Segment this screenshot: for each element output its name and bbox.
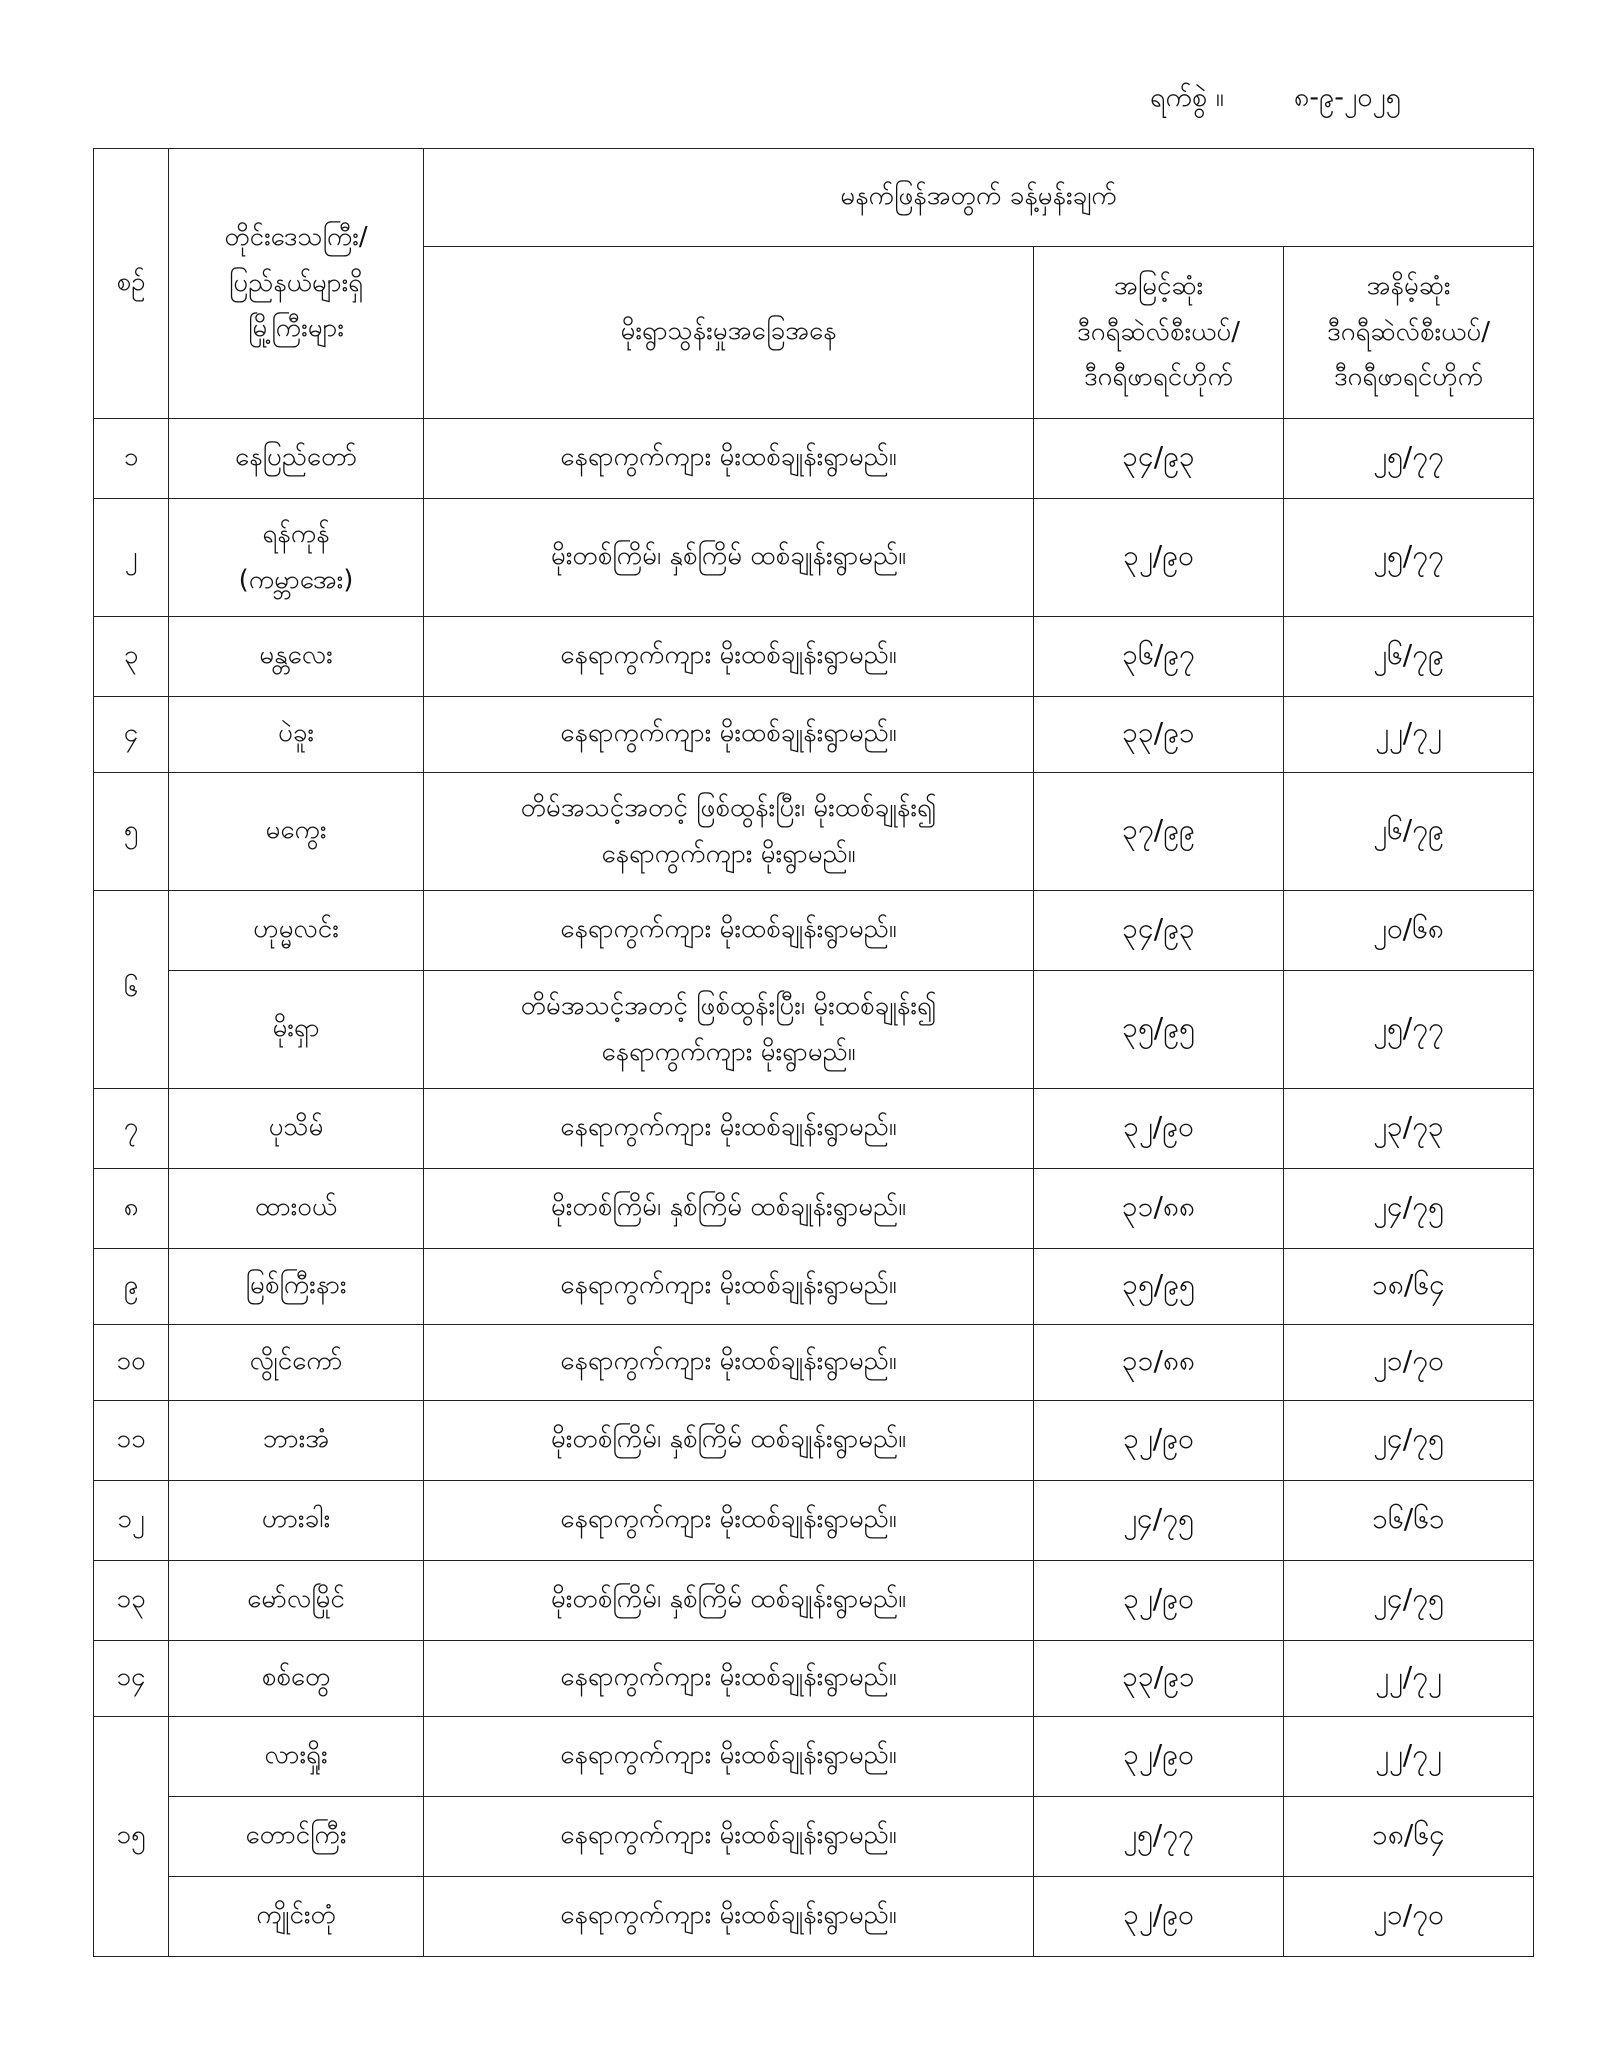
city-name: တောင်ကြီး — [169, 1797, 424, 1877]
min-temp: ၂၆/၇၉ — [1284, 617, 1534, 697]
date-label: ရက်စွဲ ။ — [1150, 82, 1224, 113]
table-row — [94, 1561, 1534, 1641]
min-temp: ၂၄/၇၅ — [1284, 1169, 1534, 1249]
city-name — [169, 499, 424, 617]
header-city-line2: ပြည်နယ်များရှိ — [228, 267, 364, 298]
rain-condition: နေရာကွက်ကျား မိုးထစ်ချုန်းရွာမည်။ — [424, 617, 1034, 697]
table-row — [94, 1169, 1534, 1249]
max-temp: ၃၂/၉၀ — [1034, 1717, 1284, 1797]
header-no: စဉ် — [94, 149, 169, 419]
max-temp: ၃၁/၈၈ — [1034, 1169, 1284, 1249]
row-number: ၇ — [94, 1089, 169, 1169]
row-number: ၈ — [94, 1169, 169, 1249]
city-name: နေပြည်တော် — [169, 419, 424, 499]
table-row — [94, 971, 1534, 1089]
city-name: ပဲခူး — [169, 697, 424, 773]
rain-condition: မိုးတစ်ကြိမ်၊ နှစ်ကြိမ် ထစ်ချုန်းရွာမည်။ — [424, 1561, 1034, 1641]
max-temp: ၃၇/၉၉ — [1034, 773, 1284, 891]
forecast-table — [93, 148, 1534, 1957]
rain-condition: နေရာကွက်ကျား မိုးထစ်ချုန်းရွာမည်။ — [424, 1797, 1034, 1877]
row-number: ၆ — [94, 891, 169, 1089]
min-temp: ၂၂/၇၂ — [1284, 1641, 1534, 1717]
rain-condition: နေရာကွက်ကျား မိုးထစ်ချုန်းရွာမည်။ — [424, 1641, 1034, 1717]
table-row — [94, 1401, 1534, 1481]
rain-condition: မိုးတစ်ကြိမ်၊ နှစ်ကြိမ် ထစ်ချုန်းရွာမည်။ — [424, 1401, 1034, 1481]
rain-condition: မိုးတစ်ကြိမ်၊ နှစ်ကြိမ် ထစ်ချုန်းရွာမည်။ — [424, 1169, 1034, 1249]
rain-condition-line1: တိမ်အသင့်အတင့် ဖြစ်ထွန်းပြီး၊ မိုးထစ်ချုန်း၍ — [520, 991, 937, 1021]
min-temp: ၂၂/၇၂ — [1284, 1717, 1534, 1797]
max-temp: ၃၂/၉၀ — [1034, 1089, 1284, 1169]
row-number: ၃ — [94, 617, 169, 697]
rain-condition: နေရာကွက်ကျား မိုးထစ်ချုန်းရွာမည်။ — [424, 419, 1034, 499]
table-row — [94, 1089, 1534, 1169]
table-row — [94, 891, 1534, 971]
header-min-line1: အနိမ့်ဆုံး — [1366, 271, 1451, 302]
row-number: ၁၀ — [94, 1325, 169, 1401]
header-max-line1: အမြင့်ဆုံး — [1113, 271, 1204, 302]
row-number: ၄ — [94, 697, 169, 773]
min-temp: ၂၃/၇၃ — [1284, 1089, 1534, 1169]
table-row — [94, 1325, 1534, 1401]
row-number: ၁ — [94, 419, 169, 499]
max-temp: ၃၅/၉၅ — [1034, 1249, 1284, 1325]
min-temp: ၂၄/၇၅ — [1284, 1401, 1534, 1481]
table-row — [94, 1717, 1534, 1797]
max-temp: ၃၂/၉၀ — [1034, 499, 1284, 617]
header-min-line3: ဒီဂရီဖာရင်ဟိုက် — [1333, 362, 1484, 393]
city-name: မော်လမြိုင် — [169, 1561, 424, 1641]
rain-condition-line2: နေရာကွက်ကျား မိုးရွာမည်။ — [601, 1036, 856, 1067]
city-name: ဟားခါး — [169, 1481, 424, 1561]
min-temp: ၂၅/၇၇ — [1284, 419, 1534, 499]
city-name: ဘားအံ — [169, 1401, 424, 1481]
min-temp: ၂၅/၇၇ — [1284, 971, 1534, 1089]
min-temp: ၂၄/၇၅ — [1284, 1561, 1534, 1641]
header-city-line3: မြို့ကြီးများ — [248, 313, 344, 344]
table-row — [94, 697, 1534, 773]
table-row — [94, 1249, 1534, 1325]
header-row — [94, 149, 1534, 247]
rain-condition: နေရာကွက်ကျား မိုးထစ်ချုန်းရွာမည်။ — [424, 1089, 1034, 1169]
max-temp: ၃၂/၉၀ — [1034, 1877, 1284, 1957]
date-line — [1150, 78, 1480, 122]
rain-condition — [424, 773, 1034, 891]
city-name: ကျိုင်းတုံ — [169, 1877, 424, 1957]
rain-condition: နေရာကွက်ကျား မိုးထစ်ချုန်းရွာမည်။ — [424, 1481, 1034, 1561]
table-row — [94, 419, 1534, 499]
city-name: မိုးရှာ — [169, 971, 424, 1089]
max-temp: ၃၂/၉၀ — [1034, 1561, 1284, 1641]
rain-condition: နေရာကွက်ကျား မိုးထစ်ချုန်းရွာမည်။ — [424, 1877, 1034, 1957]
header-max-line2: ဒီဂရီဆဲလ်စီးယပ်/ — [1077, 316, 1240, 347]
max-temp: ၂၄/၇၅ — [1034, 1481, 1284, 1561]
min-temp: ၂၆/၇၉ — [1284, 773, 1534, 891]
header-min-temp — [1284, 247, 1534, 419]
rain-condition-line1: တိမ်အသင့်အတင့် ဖြစ်ထွန်းပြီး၊ မိုးထစ်ချုန်း၍ — [520, 793, 937, 823]
city-name: မြစ်ကြီးနား — [169, 1249, 424, 1325]
min-temp: ၂၀/၆၈ — [1284, 891, 1534, 971]
header-max-line3: ဒီဂရီဖာရင်ဟိုက် — [1083, 362, 1234, 393]
header-city — [169, 149, 424, 419]
rain-condition — [424, 971, 1034, 1089]
city-name: လွိုင်ကော် — [169, 1325, 424, 1401]
rain-condition: နေရာကွက်ကျား မိုးထစ်ချုန်းရွာမည်။ — [424, 1717, 1034, 1797]
row-number: ၅ — [94, 773, 169, 891]
max-temp: ၂၅/၇၇ — [1034, 1797, 1284, 1877]
rain-condition: နေရာကွက်ကျား မိုးထစ်ချုန်းရွာမည်။ — [424, 697, 1034, 773]
rain-condition: နေရာကွက်ကျား မိုးထစ်ချုန်းရွာမည်။ — [424, 1325, 1034, 1401]
row-number: ၁၄ — [94, 1641, 169, 1717]
table-row — [94, 499, 1534, 617]
city-name: ဟုမ္မလင်း — [169, 891, 424, 971]
max-temp: ၃၅/၉၅ — [1034, 971, 1284, 1089]
row-number: ၁၃ — [94, 1561, 169, 1641]
min-temp: ၂၅/၇၇ — [1284, 499, 1534, 617]
row-number: ၉ — [94, 1249, 169, 1325]
header-forecast-group: မနက်ဖြန်အတွက် ခန့်မှန်းချက် — [424, 149, 1534, 247]
max-temp: ၃၂/၉၀ — [1034, 1401, 1284, 1481]
city-name-line2: (ကမ္ဘာအေး) — [238, 564, 354, 595]
max-temp: ၃၄/၉၃ — [1034, 891, 1284, 971]
city-name: ပုသိမ် — [169, 1089, 424, 1169]
rain-condition-line2: နေရာကွက်ကျား မိုးရွာမည်။ — [601, 838, 856, 869]
max-temp: ၃၄/၉၃ — [1034, 419, 1284, 499]
table-row — [94, 1797, 1534, 1877]
header-min-line2: ဒီဂရီဆဲလ်စီးယပ်/ — [1327, 316, 1490, 347]
rain-condition: မိုးတစ်ကြိမ်၊ နှစ်ကြိမ် ထစ်ချုန်းရွာမည်။ — [424, 499, 1034, 617]
max-temp: ၃၃/၉၁ — [1034, 1641, 1284, 1717]
table-row — [94, 1481, 1534, 1561]
rain-condition: နေရာကွက်ကျား မိုးထစ်ချုန်းရွာမည်။ — [424, 1249, 1034, 1325]
city-name: မကွေး — [169, 773, 424, 891]
header-condition: မိုးရွာသွန်းမှုအခြေအနေ — [424, 247, 1034, 419]
table-row — [94, 617, 1534, 697]
table-row — [94, 1641, 1534, 1717]
city-name: လားရှိုး — [169, 1717, 424, 1797]
row-number: ၁၁ — [94, 1401, 169, 1481]
date-value: ၈-၉-၂၀၂၅ — [1293, 82, 1401, 113]
row-number: ၂ — [94, 499, 169, 617]
table-row — [94, 1877, 1534, 1957]
city-name: စစ်တွေ — [169, 1641, 424, 1717]
max-temp: ၃၆/၉၇ — [1034, 617, 1284, 697]
min-temp: ၂၁/၇၀ — [1284, 1877, 1534, 1957]
min-temp: ၁၈/၆၄ — [1284, 1249, 1534, 1325]
min-temp: ၁၆/၆၁ — [1284, 1481, 1534, 1561]
header-city-line1: တိုင်းဒေသကြီး/ — [224, 222, 368, 253]
rain-condition: နေရာကွက်ကျား မိုးထစ်ချုန်းရွာမည်။ — [424, 891, 1034, 971]
min-temp: ၂၂/၇၂ — [1284, 697, 1534, 773]
row-number: ၁၅ — [94, 1717, 169, 1957]
min-temp: ၂၁/၇၀ — [1284, 1325, 1534, 1401]
min-temp: ၁၈/၆၄ — [1284, 1797, 1534, 1877]
max-temp: ၃၁/၈၈ — [1034, 1325, 1284, 1401]
header-max-temp — [1034, 247, 1284, 419]
table-row — [94, 773, 1534, 891]
city-name: ထားဝယ် — [169, 1169, 424, 1249]
city-name-line1: ရန်ကုန် — [262, 519, 330, 549]
row-number: ၁၂ — [94, 1481, 169, 1561]
city-name: မန္တလေး — [169, 617, 424, 697]
max-temp: ၃၃/၉၁ — [1034, 697, 1284, 773]
